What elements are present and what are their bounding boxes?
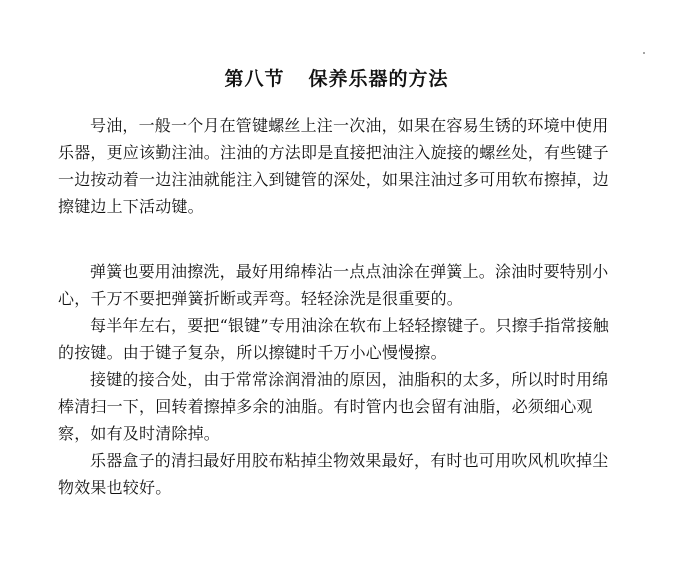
section-number: 第八节 <box>224 68 285 90</box>
body-block-oiling <box>58 112 624 220</box>
paragraph-silver-key-oil: 每半年左右，要把“银键”专用油涂在软布上轻轻擦键子。只擦手指常接触的按键。由于键子复杂，所以擦键时千万小心慢慢擦。 <box>58 316 609 362</box>
section-heading: 保养乐器的方法 <box>308 68 449 90</box>
body-block-care <box>58 258 624 501</box>
paragraph-spring-oil: 弹簧也要用油擦洗，最好用绵棒沾一点点油涂在弹簧上。涂油时要特别小心，千万不要把弹簧折断或弄弯。轻轻涂洗是很重要的。 <box>58 262 609 308</box>
scan-speck <box>643 52 645 54</box>
paragraph-case-cleaning: 乐器盒子的清扫最好用胶布粘掉尘物效果最好，有时也可用吹风机吹掉尘物效果也较好。 <box>58 451 609 497</box>
section-title <box>0 64 673 91</box>
paragraph-key-oil: 号油，一般一个月在管键螺丝上注一次油，如果在容易生锈的环境中使用乐器，更应该勤注油。注油的方法即是直接把油注入旋接的螺丝处，有些键子一边按动着一边注油就能注入到键管的深处，如果注油过多可用软布擦掉，边擦键边上下活动键。 <box>58 116 609 216</box>
paragraph-joint-cleaning: 接键的接合处，由于常常涂润滑油的原因，油脂积的太多，所以时时用绵棒清扫一下，回转着擦掉多余的油脂。有时管内也会留有油脂，必须细心观察，如有及时清除掉。 <box>58 370 609 443</box>
